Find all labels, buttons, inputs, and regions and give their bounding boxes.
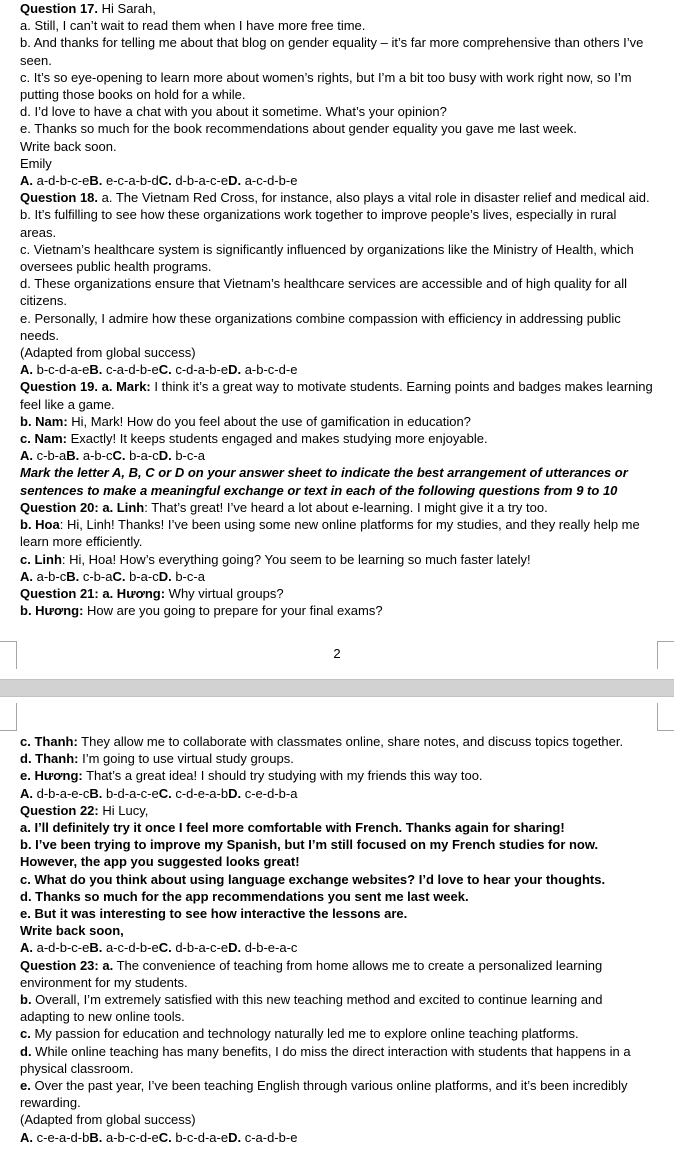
paragraph	[20, 1025, 655, 1042]
paragraph	[20, 1077, 655, 1111]
text-run: D.	[228, 785, 242, 801]
text-run: C.	[158, 1129, 172, 1145]
paragraph	[20, 34, 655, 68]
page-2	[0, 697, 674, 1173]
text-run: c-d-a-b-e	[171, 362, 229, 378]
text-run: Question 21: a. Hương:	[20, 585, 166, 601]
text-run: My passion for education and technology naturally led me to explore online teaching platforms.	[30, 1026, 579, 1042]
text-run: (Adapted from global success)	[20, 1112, 196, 1128]
paragraph	[20, 551, 655, 568]
text-run: e.	[20, 1078, 31, 1094]
text-run: b-c-d-a-e	[171, 1129, 229, 1145]
crop-mark-top-left	[0, 703, 17, 731]
page-number: 2	[333, 646, 341, 661]
paragraph	[20, 871, 655, 888]
text-run: Write back soon.	[20, 138, 117, 154]
text-run: d. These organizations ensure that Vietnam’s healthcare services are accessible and of high quality for all citizens.	[20, 276, 628, 309]
text-run: e. Personally, I admire how these organizations combine compassion with efficiency in addressing public needs.	[20, 310, 621, 343]
text-run: (Adapted from global success)	[20, 345, 196, 361]
paragraph	[20, 155, 655, 172]
paragraph	[20, 888, 655, 905]
text-run: B.	[89, 940, 103, 956]
text-run: c-b-a	[79, 568, 113, 584]
text-run: e. But it was interesting to see how interactive the lessons are.	[20, 906, 408, 922]
text-run: Question 17.	[20, 1, 99, 16]
text-run: C.	[158, 940, 172, 956]
paragraph	[20, 819, 655, 836]
text-run: c-a-d-b-e	[102, 362, 159, 378]
text-run: The convenience of teaching from home allows me to create a personalized learning environment for my students.	[20, 957, 603, 990]
text-run: c. Thanh:	[20, 734, 78, 749]
text-run: a. I’ll definitely try it once I feel more comfortable with French. Thanks again for sharing!	[20, 820, 565, 836]
text-run: a-d-b-c-e	[33, 173, 90, 189]
paragraph	[20, 922, 655, 939]
text-run: C.	[158, 173, 172, 189]
paragraph	[20, 802, 655, 819]
text-run: How are you going to prepare for your final exams?	[83, 603, 383, 619]
text-run: D.	[158, 448, 172, 464]
text-run: d-b-e-a-c	[241, 940, 298, 956]
paragraph	[20, 361, 655, 378]
text-run: : That’s great! I’ve heard a lot about e-learning. I might give it a try too.	[144, 499, 548, 515]
text-run: a-b-c-d-e	[102, 1129, 159, 1145]
text-run: b. Nam:	[20, 413, 68, 429]
text-run: b-a-c	[125, 448, 159, 464]
text-run: b. Hương:	[20, 603, 84, 619]
text-run: c-a-d-b-e	[241, 1129, 298, 1145]
text-run: B.	[89, 173, 103, 189]
text-run: c. Nam:	[20, 431, 67, 447]
paragraph	[20, 275, 655, 309]
text-run: a-c-d-b-e	[102, 940, 159, 956]
text-run: e-c-a-b-d	[102, 173, 159, 189]
crop-mark-top-right	[657, 703, 674, 731]
paragraph	[20, 939, 655, 956]
paragraph	[20, 1111, 655, 1128]
text-run: D.	[158, 568, 172, 584]
text-run: d. I’d love to have a chat with you about it sometime. What’s your opinion?	[20, 104, 447, 120]
paragraph	[20, 733, 655, 750]
text-run: c-b-a	[33, 448, 67, 464]
text-run: Exactly! It keeps students engaged and makes studying more enjoyable.	[66, 431, 488, 447]
text-run: C.	[158, 362, 172, 378]
text-run: A.	[20, 940, 33, 956]
paragraph	[20, 957, 655, 991]
paragraph	[20, 585, 655, 602]
text-run: D.	[228, 173, 242, 189]
text-run: b-c-a	[171, 448, 205, 464]
text-run: b. Hoa	[20, 517, 60, 533]
text-run: c.	[20, 1026, 31, 1042]
text-run: Overall, I’m extremely satisfied with this new teaching method and excited to continue learning and adapting to new online tools.	[20, 992, 603, 1025]
text-run: I’m going to use virtual study groups.	[78, 751, 294, 767]
text-run: : Hi, Linh! Thanks! I’ve been using some new online platforms for my studies, and they really help me learn more efficiently.	[20, 517, 640, 550]
text-run: Question 18.	[20, 190, 99, 206]
text-run: c-d-e-a-b	[171, 785, 229, 801]
text-run: Why virtual groups?	[165, 585, 284, 601]
text-run: D.	[228, 1129, 242, 1145]
text-run: : Hi, Hoa! How’s everything going? You seem to be learning so much faster lately!	[61, 551, 531, 567]
paragraph	[20, 602, 655, 619]
text-run: Over the past year, I’ve been teaching English through various online platforms, and it’s been incredibly rewarding.	[20, 1078, 628, 1111]
text-run: c. Vietnam’s healthcare system is significantly influenced by organizations like the Ministry of Health, which oversees public health programs.	[20, 241, 634, 275]
paragraph	[20, 344, 655, 361]
paragraph	[20, 447, 655, 464]
text-run: b-c-a	[171, 568, 205, 584]
text-run: They allow me to collaborate with classmates online, share notes, and discuss topics together.	[77, 734, 624, 749]
text-run: Question 19. a. Mark:	[20, 379, 151, 395]
text-run: d. Thanh:	[20, 751, 79, 767]
text-run: b. It’s fulfilling to see how these organizations work together to improve people’s lives, especially in rural areas.	[20, 207, 617, 240]
paragraph	[20, 172, 655, 189]
text-run: d-b-a-c-e	[171, 173, 229, 189]
paragraph	[20, 69, 655, 103]
paragraph	[20, 17, 655, 34]
paragraph	[20, 189, 655, 206]
paragraph	[20, 413, 655, 430]
text-run: d.	[20, 1043, 32, 1059]
paragraph	[20, 378, 655, 412]
text-run: c-e-a-d-b	[33, 1129, 90, 1145]
text-run: B.	[66, 568, 80, 584]
text-run: A.	[20, 448, 33, 464]
text-run: a-b-c	[79, 448, 113, 464]
text-run: A.	[20, 785, 33, 801]
text-run: a-c-d-b-e	[241, 173, 298, 189]
paragraph	[20, 120, 655, 137]
page-2-content	[20, 697, 655, 1146]
paragraph	[20, 103, 655, 120]
text-run: b.	[20, 992, 32, 1008]
text-run: C.	[158, 785, 172, 801]
text-run: b. And thanks for telling me about that blog on gender equality – it’s far more comprehensive than others I’ve seen.	[20, 35, 644, 68]
text-run: b. I’ve been trying to improve my Spanish, but I’m still focused on my French studies for now. However, the app you suggested looks great!	[20, 837, 599, 870]
text-run: A.	[20, 568, 33, 584]
page-1-content	[20, 0, 655, 619]
text-run: Emily	[20, 155, 52, 171]
text-run: e. Hương:	[20, 768, 83, 784]
text-run: I think it’s a great way to motivate students. Earning points and badges makes learning feel like a game.	[20, 379, 653, 412]
paragraph	[20, 430, 655, 447]
paragraph	[20, 464, 655, 498]
text-run: While online teaching has many benefits, I do miss the direct interaction with students that happens in a physical classroom.	[20, 1043, 631, 1076]
text-run: Hi, Mark! How do you feel about the use of gamification in education?	[67, 413, 471, 429]
text-run: That’s a great idea! I should try studying with my friends this way too.	[82, 768, 483, 784]
text-run: Question 22:	[20, 802, 99, 818]
paragraph	[20, 836, 655, 870]
paragraph	[20, 905, 655, 922]
text-run: D.	[228, 940, 242, 956]
paragraph	[20, 785, 655, 802]
paragraph	[20, 241, 655, 275]
paragraph	[20, 206, 655, 240]
text-run: Mark the letter A, B, C or D on your answer sheet to indicate the best arrangement of utterances or sentences to make a meaningful exchange or text in each of the following questions from 9 to 10	[20, 465, 628, 498]
text-run: c-e-d-b-a	[241, 785, 298, 801]
text-run: d-b-a-e-c	[33, 785, 90, 801]
text-run: C.	[112, 448, 126, 464]
text-run: e. Thanks so much for the book recommendations about gender equality you gave me last week.	[20, 121, 577, 137]
paragraph	[20, 0, 655, 17]
text-run: a. The Vietnam Red Cross, for instance, also plays a vital role in disaster relief and medical aid.	[98, 190, 650, 206]
paragraph	[20, 310, 655, 344]
paragraph	[20, 991, 655, 1025]
page-gap	[0, 679, 674, 697]
text-run: c. Linh	[20, 551, 62, 567]
text-run: Question 23: a.	[20, 957, 114, 973]
text-run: A.	[20, 173, 33, 189]
paragraph	[20, 138, 655, 155]
text-run: b-a-c	[125, 568, 159, 584]
text-run: c. It’s so eye-opening to learn more about women’s rights, but I’m a bit too busy with work right now, so I’m putting those books on hold for a while.	[20, 69, 632, 103]
text-run: D.	[228, 362, 242, 378]
text-run: A.	[20, 362, 33, 378]
paragraph	[20, 750, 655, 767]
text-run: Write back soon,	[20, 923, 124, 939]
paragraph	[20, 1129, 655, 1146]
text-run: d-b-a-c-e	[171, 940, 229, 956]
text-run: a-b-c	[33, 568, 67, 584]
crop-mark-bottom-right	[657, 641, 674, 669]
paragraph	[20, 767, 655, 784]
crop-mark-bottom-left	[0, 641, 17, 669]
text-run: B.	[89, 362, 103, 378]
text-run: B.	[66, 448, 80, 464]
text-run: B.	[89, 785, 103, 801]
text-run: d. Thanks so much for the app recommendations you sent me last week.	[20, 888, 469, 904]
text-run: B.	[89, 1129, 103, 1145]
paragraph	[20, 1043, 655, 1077]
text-run: a-b-c-d-e	[241, 362, 298, 378]
text-run: A.	[20, 1129, 33, 1145]
text-run: b-d-a-c-e	[102, 785, 159, 801]
text-run: a-d-b-c-e	[33, 940, 90, 956]
paragraph	[20, 516, 655, 550]
text-run: Hi Sarah,	[98, 1, 156, 16]
text-run: b-c-d-a-e	[33, 362, 90, 378]
paragraph	[20, 568, 655, 585]
text-run: Question 20: a. Linh	[20, 499, 145, 515]
text-run: Hi Lucy,	[98, 802, 149, 818]
text-run: c. What do you think about using language exchange websites? I’d love to hear your thoughts.	[20, 871, 606, 887]
text-run: C.	[112, 568, 126, 584]
paragraph	[20, 499, 655, 516]
text-run: a. Still, I can’t wait to read them when I have more free time.	[20, 18, 366, 34]
